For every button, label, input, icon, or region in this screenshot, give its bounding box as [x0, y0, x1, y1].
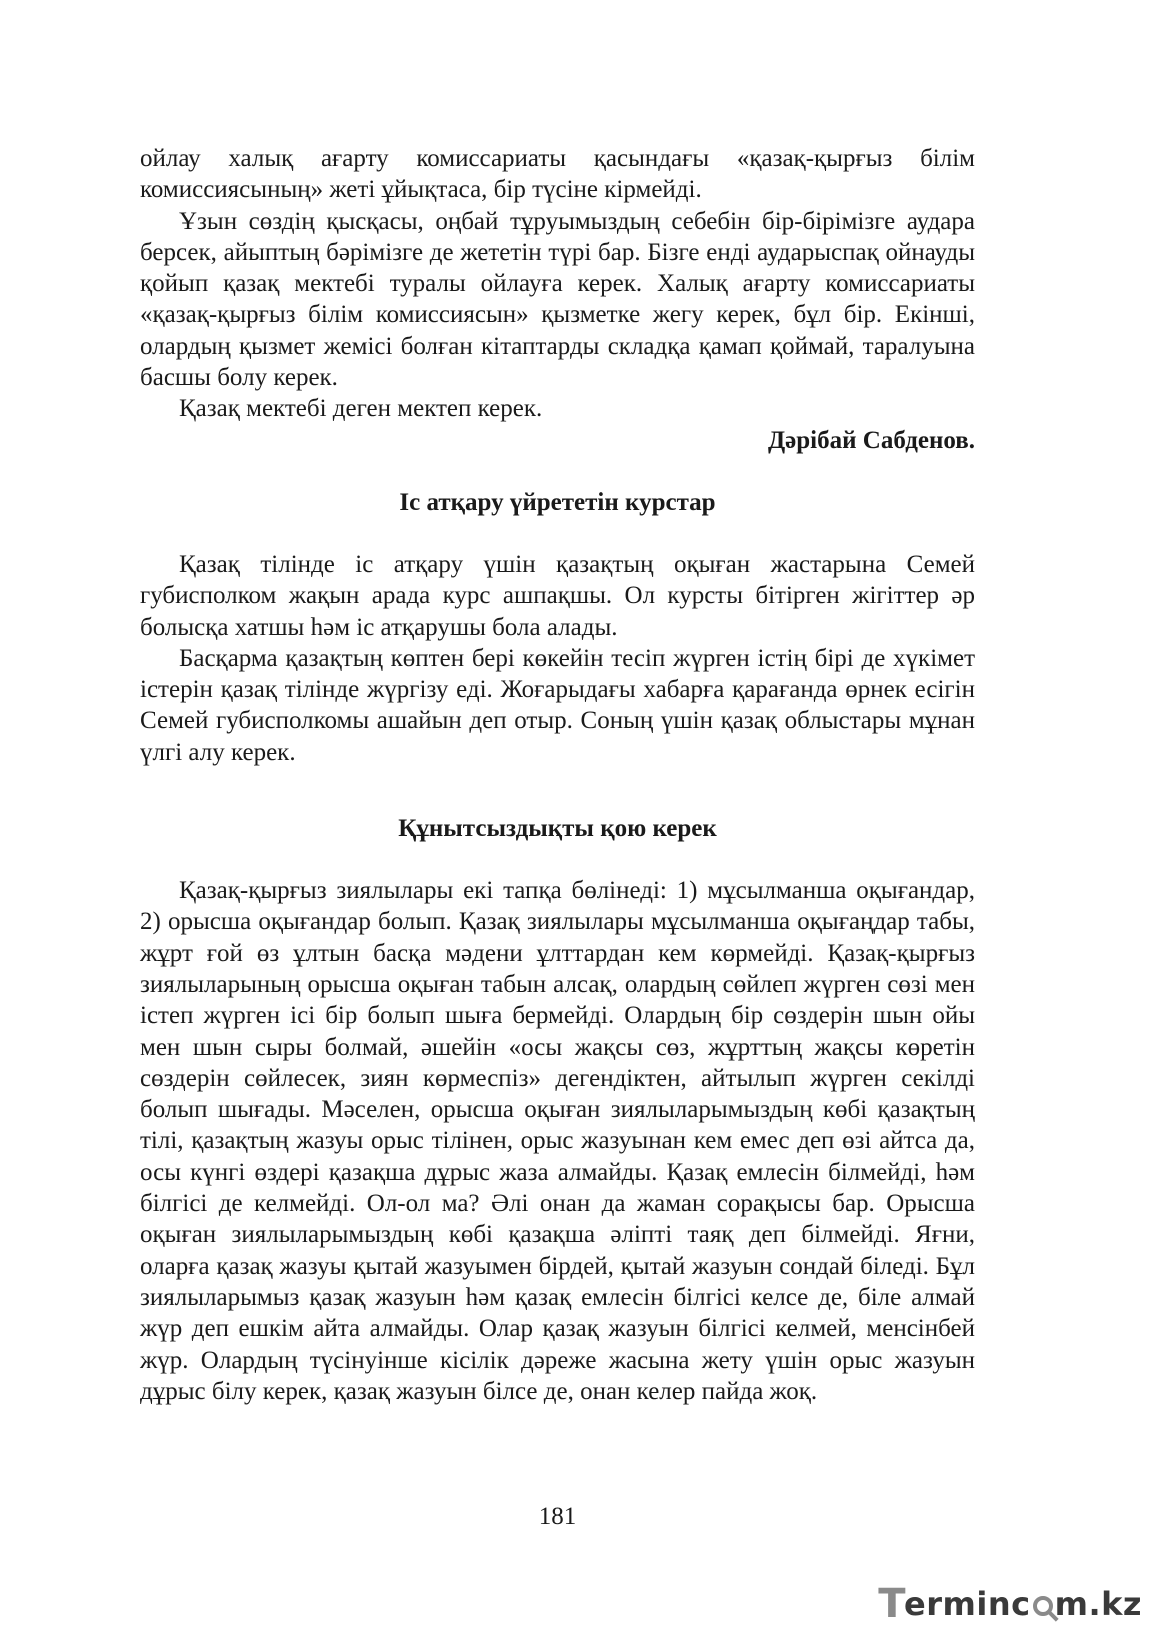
section-title-courses: Іс атқару үйрететін курстар: [399, 488, 716, 516]
page-number: 181: [538, 1503, 577, 1530]
paragraph: Қазақ мектебі деген мектеп керек.: [179, 395, 543, 423]
logo-text-part2: m.kz: [1054, 1585, 1142, 1623]
paragraph: Қазақ-қырғыз зиялылары екі тапқа бөлінеді: 1) мұсылманша оқығандар, 2) орысша оқығандар болып. Қазақ зиялылары мұсылманша оқығаңдар табы, жұрт ғой өз ұлтын басқа мәдени ұлттардан кем көрмейді. Қазақ-қырғыз зиялыларының орысша оқыған табын алсақ, олардың сөйлеп жүрген сөзі мен істеп жүрген ісі бір болып шыға бермейді. Олардың бір сөздерін шын ойы мен шын сыры болмай, әшейін «осы жақсы сөз, жұрттың жақсы көретін сөздерін сөйлесек, зиян көрмеспіз» дегендіктен, айтылып жүрген секілді болып шығады. Мәселен, орысша оқыған зиялыларымыздың көбі қазақтың тілі, қазақтың жазуы орыс тілінен, орыс жазуынан кем емес деп өзі айтса да, осы күнгі өздері қазақша дұрыс жаза алмайды. Қазақ емлесін білмейді, һәм білгісі де келмейді. Ол-ол ма? Әлі онан да жаман сорақысы бар. Орысша оқыған зиялыларымыздың көбі қазақша әліпті таяқ деп білмейді. Яғни, оларға қазақ жазуы қытай жазуымен бірдей, қытай жазуын сондай біледі. Бұл зиялыларымыз қазақ жазуын һәм қазақ емлесін білгісі келсе де, біле алмай жүр деп ешкім айта алмайды. Олар қазақ жазуын білгісі келмей, менсінбей жүр. Олардың түсінуінше кісілік дәреже жасына жету үшін орыс жазуын дұрыс білу керек, қазақ жазуын білсе де, онан келер пайда жоқ.: [140, 877, 975, 1405]
paragraph: Ұзын сөздің қысқасы, оңбай тұруымыздың себебін бір-бірімізге аудара берсек, айыптың бәрімізге де жететін түрі бар. Бізге енді аударыспақ ойнауды қойып қазақ мектебі туралы ойлауға керек. Халық ағарту комиссариаты «қазақ-қырғыз білім комиссиясын» қызметке жегу керек, бұл бір. Екінші, олардың қызмет жемісі болған кітаптарды складқа қамап қоймай, таралуына басшы болу керек.: [140, 207, 975, 392]
paragraph-continuation: ойлау халық ағарту комиссариаты қасындағы «қазақ-қырғыз білім комиссиясының» жеті ұйықтаса, бір түсіне кірмейді.: [140, 145, 975, 204]
paragraph: Басқарма қазақтың көптен бері көкейін тесіп жүрген істің бірі де хүкімет істерін қазақ тілінде жүргізу еді. Жоғарыдағы хабарға қарағанда өрнек есігін Семей губисполкомы ашайын деп отыр. Соның үшін қазақ облыстары мұнан үлгі алу керек.: [140, 644, 975, 766]
logo-text-part1: erminc: [904, 1585, 1031, 1623]
magnifier-icon: [1033, 1596, 1053, 1616]
paragraph: Қазақ тілінде іс атқару үшін қазақтың оқыған жастарына Семей губисполком жақын арада курс ашпақшы. Ол курсты бітірген жігіттер әр болысқа хатшы һәм іс атқарушы бола алады.: [140, 550, 975, 641]
section-title-jealousy: Құнытсыздықты қою керек: [398, 815, 717, 843]
terminkom-logo: [878, 1582, 1142, 1626]
author-signature: Дәрібай Сабденов.: [767, 426, 975, 454]
page-body: [140, 143, 975, 1407]
logo-t-letter: T: [878, 1581, 907, 1627]
